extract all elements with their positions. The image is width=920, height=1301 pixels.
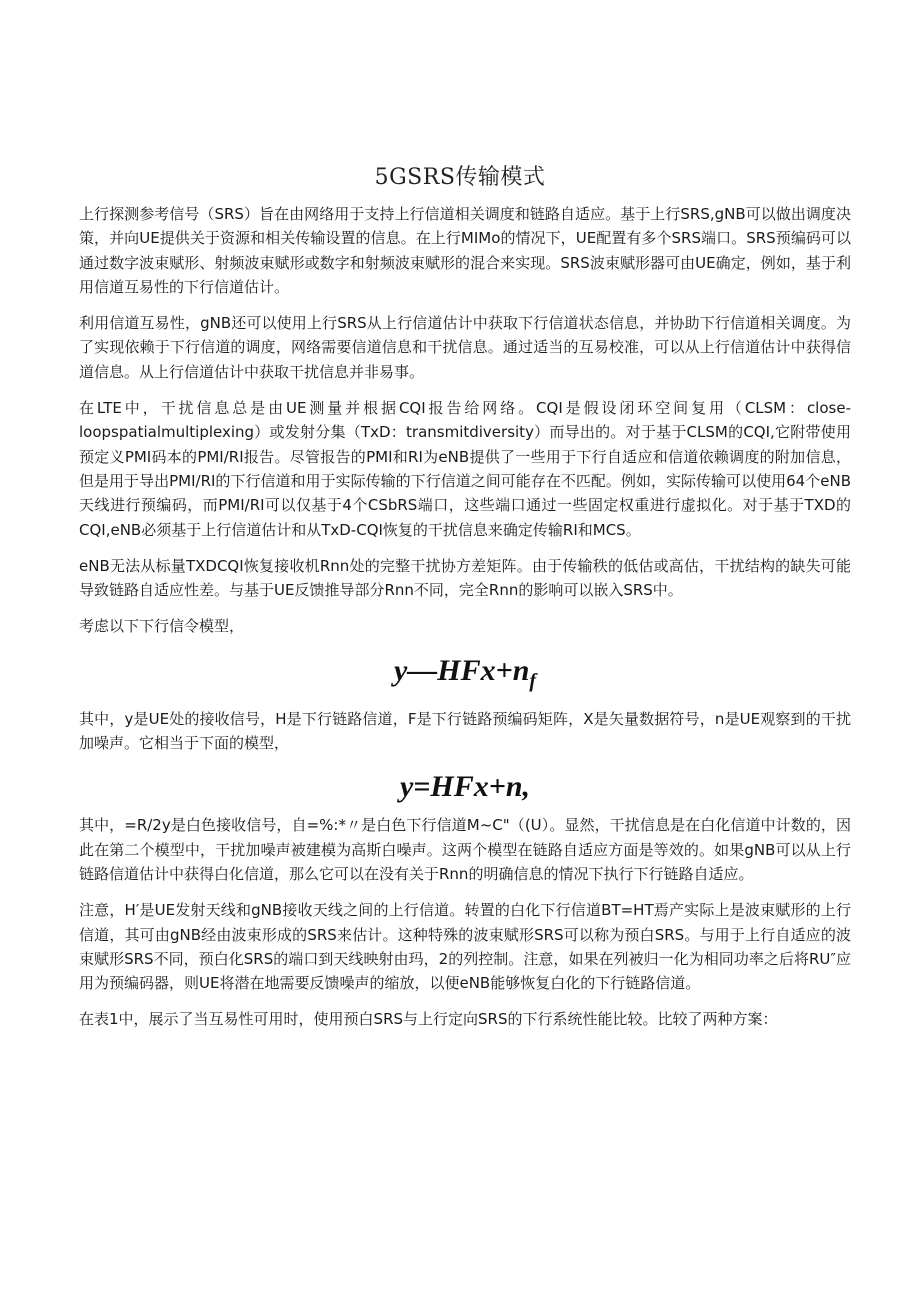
paragraph-table-comparison: 在表1中，展示了当互易性可用时，使用预白SRS与上行定向SRS的下行系统性能比较。比较了两种方案： [79, 1010, 778, 1029]
paragraph-rnn-covariance: eNB无法从标量TXDCQI恢复接收机Rnn处的完整干扰协方差矩阵。由于传输秩的低估或高估，干扰结构的缺失可能导致链路自适应性差。与基于UE反馈推导部分Rnn不同，完全Rnn的影响可以嵌入SRS中。 [79, 556, 851, 600]
paragraph-lte-cqi: 在LTE中，干扰信息总是由UE测量并根据CQI报告给网络。CQI是假设闭环空间复用（CLSM：close-loopspatialmultiplexing）或发射分集（TxD：transmitdiversity）而导出的。对于基于CLSM的CQI,它附带使用预定义PMI码本的PMI/RI报告。尽管报告的PMI和RI为eNB提供了一些用于下行自适应和信道依赖调度的附加信息，但是用于导出PMI/RI的下行信道和用于实际传输的下行信道之间可能存在不匹配。例如，实际传输可以使用64个eNB天线进行预编码，而PMI/RI可以仅基于4个CSbRS端口，这些端口通过一些固定权重进行虚拟化。对于基于TXD的CQI,eNB必须基于上行信道估计和从TxD-CQI恢复的干扰信息来确定传输RI和MCS。 [79, 399, 851, 539]
document-title: 5GSRS传输模式 [374, 165, 546, 190]
formula-downlink-model-subscript: f [529, 669, 537, 692]
paragraph-whitened-signal: 其中，=R/2y是白色接收信号，自=%:*〃是白色下行信道M~C"（(U）。显然，干扰信息是在白化信道中计数的，因此在第二个模型中，干扰加噪声被建模为高斯白噪声。这两个模型在链路自适应方面是等效的。如果gNB可以从上行链路信道估计中获得白化信道，那么它可以在没有关于Rnn的明确信息的情况下执行下行链路自适应。 [79, 816, 851, 883]
paragraph-model-explanation: 其中，y是UE处的接收信号，H是下行链路信道，F是下行链路预编码矩阵，X是矢量数据符号，n是UE观察到的干扰加噪声。它相当于下面的模型， [79, 709, 851, 753]
paragraph-channel-reciprocity: 利用信道互易性，gNB还可以使用上行SRS从上行信道估计中获取下行信道状态信息，并协助下行信道相关调度。为了实现依赖于下行信道的调度，网络需要信道信息和干扰信息。通过适当的互易校准，可以从上行信道估计中获得信道信息。从上行信道估计中获取干扰信息并非易事。 [79, 314, 851, 381]
paragraph-srs-intro: 上行探测参考信号（SRS）旨在由网络用于支持上行信道相关调度和链路自适应。基于上行SRS,gNB可以做出调度决策，并向UE提供关于资源和相关传输设置的信息。在上行MIMo的情况下，UE配置有多个SRS端口。SRS预编码可以通过数字波束赋形、射频波束赋形或数字和射频波束赋形的混合来实现。SRS波束赋形器可由UE确定，例如，基于利用信道互易性的下行信道估计。 [79, 205, 851, 296]
paragraph-prewhitened-srs: 注意，H′是UE发射天线和gNB接收天线之间的上行信道。转置的白化下行信道BT=HT焉产实际上是波束赋形的上行信道，其可由gNB经由波束形成的SRS来估计。这种特殊的波束赋形SRS可以称为预白SRS。与用于上行自适应的波束赋形SRS不同，预白化SRS的端口到天线映射由玛，2的列控制。注意，如果在列被归一化为相同功率之后将RU″应用为预编码器，则UE将潜在地需要反馈噪声的缩放，以便eNB能够恢复白化的下行链路信道。 [79, 901, 851, 993]
formula-whitened-model: y=HFx+n, [399, 770, 531, 804]
document-body [79, 202, 851, 1044]
formula-downlink-model [79, 651, 851, 701]
formula-downlink-model-main: y—HFx+n [393, 653, 530, 687]
paragraph-signal-model-intro: 考虑以下下行信令模型， [79, 617, 245, 636]
